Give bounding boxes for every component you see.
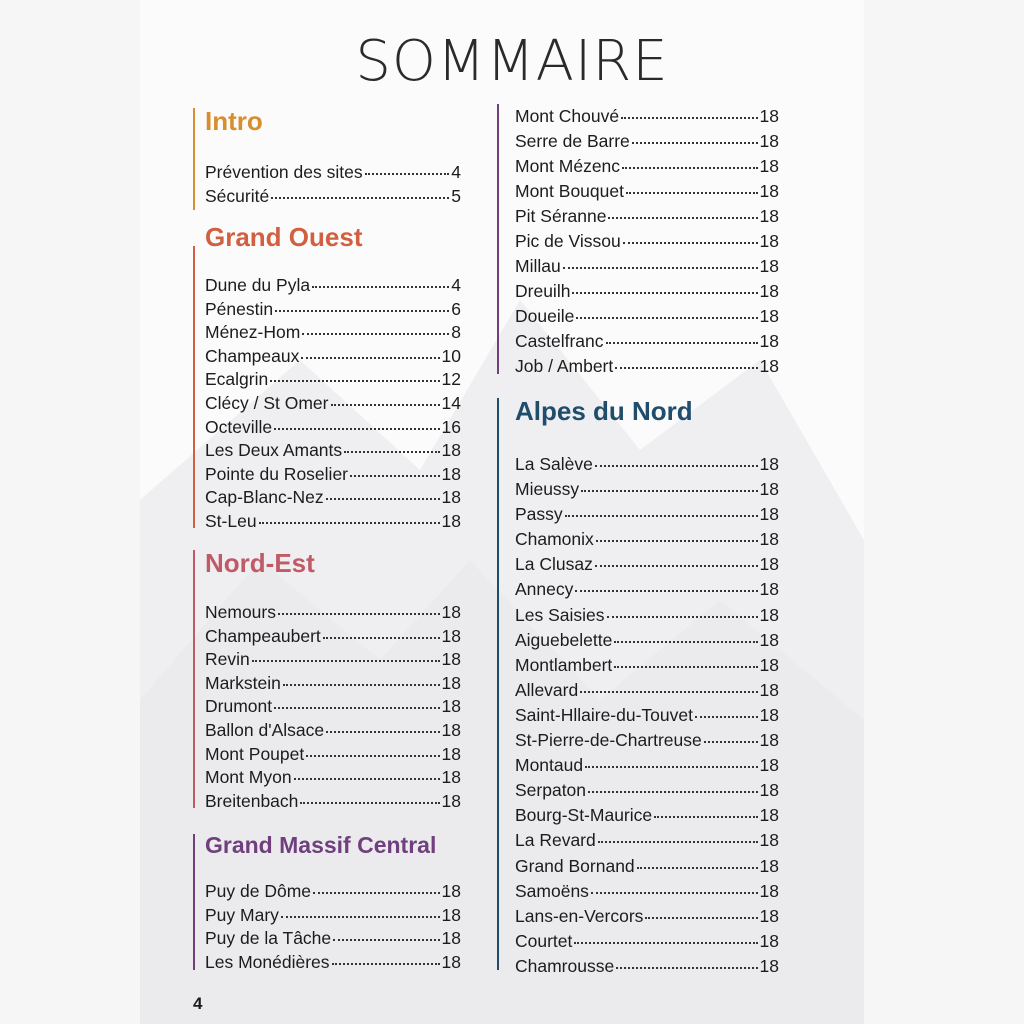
entry-list [515, 452, 779, 979]
toc-entry-name: Montlambert [515, 654, 613, 675]
toc-entry-name: Passy [515, 504, 563, 525]
dot-leader [331, 404, 440, 406]
toc-entry [515, 678, 779, 703]
toc-entry-page: 18 [441, 881, 461, 901]
section-title-alpes-du-nord: Alpes du Nord [515, 396, 693, 426]
toc-entry [205, 463, 461, 487]
toc-entry [205, 298, 461, 322]
toc-entry-page: 18 [441, 951, 461, 972]
dot-leader [585, 766, 757, 768]
toc-entry-page: 18 [759, 654, 779, 675]
toc-entry [515, 653, 779, 678]
dot-leader [350, 475, 440, 477]
toc-entry-page: 6 [451, 298, 461, 319]
dot-leader [275, 310, 449, 312]
toc-entry-name: Cap-Blanc-Nez [205, 487, 324, 508]
section-title-nord-est: Nord-Est [205, 548, 315, 578]
dot-leader [283, 684, 440, 686]
toc-entry [515, 304, 779, 329]
toc-entry-page: 18 [759, 629, 779, 650]
toc-entry-page: 18 [759, 256, 779, 276]
dot-leader [606, 342, 758, 344]
toc-entry-name: Mont Myon [205, 767, 292, 788]
toc-entry-page: 18 [759, 805, 779, 826]
dot-leader [704, 741, 758, 743]
toc-entry-page: 12 [441, 369, 461, 390]
toc-entry [205, 184, 461, 208]
toc-entry [515, 452, 779, 477]
toc-entry [515, 477, 779, 502]
toc-entry [205, 601, 461, 625]
toc-entry-page: 18 [759, 181, 779, 201]
dot-leader [300, 802, 439, 804]
section-grand-massif-central [193, 830, 465, 972]
toc-entry [205, 927, 461, 951]
toc-entry-name: Drumont [205, 696, 273, 717]
toc-entry-page: 18 [441, 904, 461, 925]
toc-entry-name: Markstein [205, 672, 281, 693]
toc-entry-name: Millau [515, 256, 561, 276]
dot-leader [616, 967, 757, 969]
entry-list [205, 160, 461, 208]
toc-entry-name: Pointe du Roselier [205, 463, 348, 484]
section-massif-central-suite [497, 104, 787, 376]
dot-leader [595, 465, 758, 467]
section-title-grand-ouest: Grand Ouest [205, 222, 363, 252]
page-title: SOMMAIRE [355, 29, 669, 94]
toc-entry [515, 904, 779, 929]
toc-entry [515, 179, 779, 204]
dot-leader [563, 267, 758, 269]
dot-leader [326, 731, 439, 733]
toc-entry-name: Champeaux [205, 345, 300, 366]
dot-leader [301, 357, 439, 359]
dot-leader [572, 292, 757, 294]
toc-entry-name: Saint-Hllaire-du-Touvet [515, 704, 693, 725]
toc-entry-name: Lans-en-Vercors [515, 905, 644, 926]
toc-entry-name: La Revard [515, 830, 596, 851]
toc-entry-name: St-Pierre-de-Chartreuse [515, 730, 702, 751]
dot-leader [614, 666, 757, 668]
dot-leader [623, 242, 758, 244]
dot-leader [259, 522, 440, 524]
toc-entry-page: 18 [759, 281, 779, 301]
toc-entry-name: Ballon d'Alsace [205, 719, 325, 740]
dot-leader [271, 197, 449, 199]
toc-entry-name: Montaud [515, 755, 584, 776]
dot-leader [626, 192, 758, 194]
toc-entry-name: Nemours [205, 602, 276, 622]
toc-entry-name: Prévention des sites [205, 162, 363, 182]
dot-leader [323, 637, 440, 639]
toc-entry-page: 18 [759, 331, 779, 351]
dot-leader [574, 942, 757, 944]
toc-entry [205, 368, 461, 392]
toc-entry [205, 345, 461, 369]
section-rule [193, 108, 195, 210]
toc-entry-name: Serpaton [515, 780, 587, 801]
toc-entry-name: Doueile [515, 306, 575, 326]
toc-entry [515, 254, 779, 279]
toc-entry-name: Les Saisies [515, 604, 605, 625]
dot-leader [588, 791, 758, 793]
dot-leader [614, 641, 757, 643]
toc-entry [515, 502, 779, 527]
toc-entry [515, 577, 779, 602]
dot-leader [278, 613, 440, 615]
dot-leader [252, 660, 440, 662]
toc-entry-page: 18 [759, 206, 779, 226]
toc-entry-page: 18 [441, 510, 461, 531]
toc-entry-name: Pénestin [205, 298, 274, 319]
toc-entry [205, 439, 461, 463]
section-rule [193, 834, 195, 970]
toc-entry [205, 160, 461, 184]
toc-entry-name: Dune du Pyla [205, 275, 311, 295]
dot-leader [313, 892, 440, 894]
toc-entry-page: 18 [759, 755, 779, 776]
toc-entry-name: Grand Bornand [515, 855, 635, 876]
toc-entry-page: 18 [759, 780, 779, 801]
dot-leader [607, 616, 758, 618]
dot-leader [302, 333, 449, 335]
toc-entry-page: 18 [759, 730, 779, 751]
toc-entry [205, 625, 461, 649]
toc-entry-page: 18 [759, 306, 779, 326]
toc-entry [205, 719, 461, 743]
toc-entry-page: 4 [451, 162, 461, 182]
toc-entry-page: 18 [759, 454, 779, 474]
dot-leader [637, 867, 758, 869]
toc-entry [205, 672, 461, 696]
entry-list [205, 274, 461, 534]
toc-entry-name: Clécy / St Omer [205, 392, 329, 413]
toc-entry-name: Job / Ambert [515, 356, 614, 376]
section-rule [497, 398, 499, 970]
dot-leader [608, 217, 757, 219]
dot-leader [281, 916, 440, 918]
dot-leader [365, 173, 450, 175]
dot-leader [274, 428, 439, 430]
toc-entry-page: 18 [759, 579, 779, 600]
toc-entry-page: 18 [441, 696, 461, 717]
toc-entry-page: 18 [759, 131, 779, 151]
toc-entry-name: La Salève [515, 454, 593, 474]
dot-leader [306, 755, 439, 757]
toc-entry-name: Courtet [515, 930, 573, 951]
toc-entry [205, 416, 461, 440]
toc-entry-name: Chamrousse [515, 955, 615, 976]
dot-leader [632, 142, 758, 144]
toc-entry [515, 129, 779, 154]
dot-leader [565, 515, 758, 517]
toc-entry [515, 104, 779, 129]
toc-entry-page: 4 [451, 275, 461, 295]
toc-entry [205, 274, 461, 298]
toc-entry [205, 510, 461, 534]
section-rule [193, 246, 195, 528]
dot-leader [615, 367, 757, 369]
toc-entry-name: St-Leu [205, 510, 257, 531]
toc-entry-name: Sécurité [205, 186, 270, 206]
dot-leader [312, 286, 449, 288]
toc-entry [515, 628, 779, 653]
toc-entry-page: 18 [759, 955, 779, 976]
toc-entry-page: 18 [759, 554, 779, 575]
toc-entry [205, 743, 461, 767]
toc-entry-name: Mont Chouvé [515, 106, 620, 126]
entry-list [205, 880, 461, 974]
toc-entry-name: Mont Mézenc [515, 156, 621, 176]
toc-entry [205, 648, 461, 672]
toc-entry-page: 18 [759, 704, 779, 725]
section-alpes-du-nord [497, 396, 787, 976]
toc-entry-name: Les Monédières [205, 951, 330, 972]
toc-entry-page: 18 [441, 440, 461, 461]
toc-entry [205, 486, 461, 510]
dot-leader [294, 778, 440, 780]
dot-leader [695, 716, 758, 718]
toc-entry-page: 18 [441, 649, 461, 670]
toc-entry-page: 18 [759, 504, 779, 525]
toc-entry-page: 18 [759, 156, 779, 176]
toc-entry-page: 18 [441, 463, 461, 484]
section-rule [193, 550, 195, 808]
dot-leader [332, 963, 440, 965]
toc-entry-name: Mont Poupet [205, 743, 305, 764]
toc-entry-name: Mont Bouquet [515, 181, 624, 201]
toc-entry-page: 18 [441, 672, 461, 693]
section-rule [497, 104, 499, 374]
toc-entry-name: Samoëns [515, 880, 589, 901]
toc-entry-page: 18 [759, 880, 779, 901]
toc-entry [515, 354, 779, 379]
dot-leader [344, 451, 439, 453]
dot-leader [270, 380, 439, 382]
toc-entry [205, 392, 461, 416]
toc-entry-page: 18 [759, 679, 779, 700]
section-title-intro: Intro [205, 106, 263, 136]
toc-entry-page: 18 [441, 767, 461, 788]
toc-entry-name: Octeville [205, 416, 273, 437]
toc-entry-name: Puy de Dôme [205, 881, 312, 901]
dot-leader [622, 167, 757, 169]
dot-leader [326, 498, 440, 500]
toc-entry [205, 695, 461, 719]
dot-leader [581, 490, 757, 492]
toc-entry [515, 879, 779, 904]
toc-entry-name: Annecy [515, 579, 574, 600]
dot-leader [591, 892, 758, 894]
toc-entry-page: 18 [441, 719, 461, 740]
toc-entry [515, 154, 779, 179]
section-grand-ouest [193, 222, 465, 530]
toc-entry [205, 880, 461, 904]
toc-entry [515, 204, 779, 229]
toc-entry [515, 329, 779, 354]
toc-entry-name: Pic de Vissou [515, 231, 621, 251]
toc-entry-name: Serre de Barre [515, 131, 630, 151]
dot-leader [621, 117, 757, 119]
dot-leader [596, 540, 758, 542]
toc-entry-name: Pit Séranne [515, 206, 607, 226]
toc-entry-page: 18 [759, 356, 779, 376]
entry-list [515, 104, 779, 379]
dot-leader [654, 816, 757, 818]
toc-entry-name: Mieussy [515, 479, 580, 500]
dot-leader [595, 565, 758, 567]
toc-entry-name: Ecalgrin [205, 369, 269, 390]
toc-entry-name: Aiguebelette [515, 629, 613, 650]
toc-entry-name: Ménez-Hom [205, 322, 301, 343]
toc-entry-page: 18 [759, 604, 779, 625]
toc-entry [205, 321, 461, 345]
dot-leader [645, 917, 757, 919]
toc-entry [515, 803, 779, 828]
toc-entry-page: 16 [441, 416, 461, 437]
toc-entry-name: Chamonix [515, 529, 594, 550]
toc-entry [515, 527, 779, 552]
dot-leader [576, 317, 757, 319]
toc-entry-page: 8 [451, 322, 461, 343]
toc-entry-page: 18 [759, 830, 779, 851]
toc-entry [515, 753, 779, 778]
toc-entry-page: 18 [441, 602, 461, 622]
toc-entry-page: 18 [759, 479, 779, 500]
section-title-grand-massif-central: Grand Massif Central [205, 832, 437, 858]
toc-entry-name: Allevard [515, 679, 579, 700]
toc-entry-page: 18 [441, 487, 461, 508]
entry-list [205, 601, 461, 813]
toc-entry-page: 18 [759, 529, 779, 550]
dot-leader [575, 590, 757, 592]
toc-entry [515, 828, 779, 853]
toc-entry-name: Castelfranc [515, 331, 604, 351]
toc-entry-page: 5 [451, 186, 461, 206]
section-intro [193, 106, 465, 212]
toc-entry-page: 18 [759, 231, 779, 251]
toc-entry-page: 18 [759, 930, 779, 951]
toc-entry [515, 279, 779, 304]
section-nord-est [193, 548, 465, 810]
toc-entry-name: Puy de la Tâche [205, 928, 332, 949]
toc-entry-page: 14 [441, 392, 461, 413]
toc-entry-page: 18 [759, 905, 779, 926]
dot-leader [598, 841, 758, 843]
toc-entry [515, 229, 779, 254]
toc-entry-name: Puy Mary [205, 904, 279, 925]
toc-entry-page: 18 [441, 928, 461, 949]
page-number: 4 [193, 994, 203, 1013]
toc-entry-name: Dreuilh [515, 281, 571, 301]
dot-leader [333, 939, 439, 941]
toc-entry [205, 790, 461, 814]
toc-entry-name: La Clusaz [515, 554, 593, 575]
toc-entry [515, 854, 779, 879]
toc-entry [515, 603, 779, 628]
toc-entry-page: 18 [441, 743, 461, 764]
toc-entry-name: Bourg-St-Maurice [515, 805, 653, 826]
toc-entry [515, 778, 779, 803]
toc-entry [205, 951, 461, 975]
toc-entry-page: 18 [759, 106, 779, 126]
toc-entry-name: Champeaubert [205, 625, 321, 646]
toc-entry [515, 728, 779, 753]
dot-leader [274, 707, 439, 709]
toc-entry [515, 703, 779, 728]
toc-entry [515, 929, 779, 954]
toc-entry-page: 10 [441, 345, 461, 366]
toc-entry-page: 18 [441, 790, 461, 811]
toc-entry [205, 904, 461, 928]
dot-leader [580, 691, 757, 693]
toc-entry-page: 18 [441, 625, 461, 646]
toc-entry [515, 552, 779, 577]
toc-entry-name: Breitenbach [205, 790, 299, 811]
toc-entry-name: Revin [205, 649, 250, 670]
toc-entry-page: 18 [759, 855, 779, 876]
toc-entry [205, 766, 461, 790]
toc-entry [515, 954, 779, 979]
toc-entry-name: Les Deux Amants [205, 440, 343, 461]
